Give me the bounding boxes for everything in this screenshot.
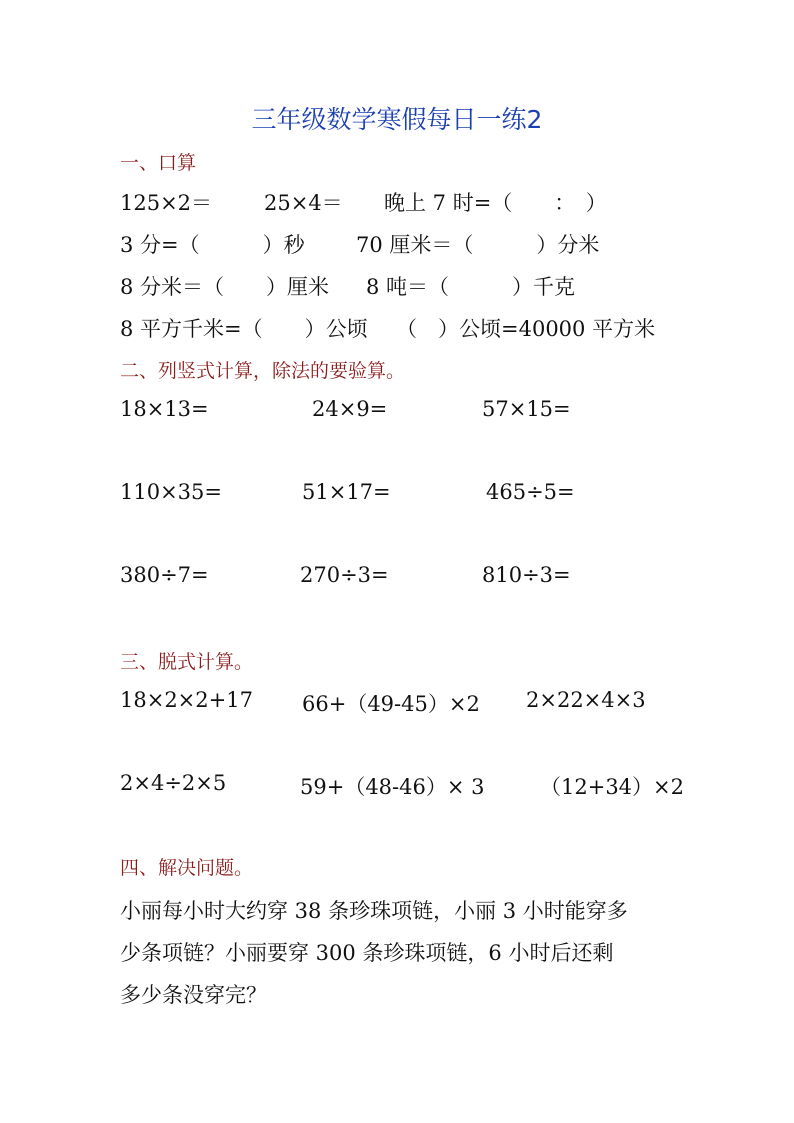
stepwise-problem: （12+34）×2 bbox=[540, 775, 684, 799]
word-problem-line: 小丽每小时大约穿 38 条珍珠项链，小丽 3 小时能穿多 bbox=[120, 899, 628, 923]
stepwise-problem: 2×4÷2×5 bbox=[120, 771, 227, 795]
word-problem-line: 多少条没穿完？ bbox=[120, 983, 267, 1007]
stepwise-row-2 bbox=[120, 771, 700, 805]
vertical-problem: 51×17= bbox=[302, 480, 391, 504]
page-title: 三年级数学寒假每日一练2 bbox=[251, 105, 543, 134]
section-heading-oral: 一、口算 bbox=[120, 152, 197, 174]
vertical-row-1 bbox=[120, 397, 700, 431]
stepwise-problem: 66+（49-45）×2 bbox=[302, 692, 480, 716]
vertical-row-2 bbox=[120, 480, 700, 514]
stepwise-problem: 59+（48-46）× 3 bbox=[300, 775, 485, 799]
vertical-problem: 810÷3= bbox=[482, 563, 571, 587]
section-heading-vertical: 二、列竖式计算，除法的要验算。 bbox=[120, 360, 406, 382]
oral-problem: 8 分米＝（ ）厘米 bbox=[120, 275, 330, 299]
oral-row-1 bbox=[120, 187, 700, 221]
vertical-problem: 57×15= bbox=[482, 397, 571, 421]
vertical-problem: 24×9= bbox=[312, 397, 388, 421]
oral-problem: 晚上 7 时=（ ： ） bbox=[384, 191, 607, 215]
stepwise-problem: 18×2×2+17 bbox=[120, 688, 253, 712]
section-heading-problem: 四、解决问题。 bbox=[120, 857, 254, 879]
vertical-problem: 380÷7= bbox=[120, 563, 209, 587]
oral-problem: （ ）公顷=40000 平方米 bbox=[396, 317, 656, 341]
vertical-problem: 270÷3= bbox=[300, 563, 389, 587]
stepwise-problem: 2×22×4×3 bbox=[526, 688, 646, 712]
oral-row-2 bbox=[120, 229, 700, 263]
oral-problem: 70 厘米＝（ ）分米 bbox=[356, 233, 600, 257]
word-problem-line: 少条项链？小丽要穿 300 条珍珠项链，6 小时后还剩 bbox=[120, 941, 614, 965]
vertical-row-3 bbox=[120, 563, 700, 597]
oral-row-3 bbox=[120, 271, 700, 305]
oral-problem: 3 分=（ ）秒 bbox=[120, 233, 305, 257]
oral-problem: 8 平方千米=（ ）公顷 bbox=[120, 317, 368, 341]
vertical-problem: 18×13= bbox=[120, 397, 209, 421]
section-heading-stepwise: 三、脱式计算。 bbox=[120, 651, 254, 673]
oral-problem: 25×4＝ bbox=[264, 191, 343, 215]
stepwise-row-1 bbox=[120, 688, 700, 722]
vertical-problem: 110×35= bbox=[120, 480, 222, 504]
oral-row-4 bbox=[120, 313, 700, 347]
oral-problem: 125×2＝ bbox=[120, 191, 213, 215]
vertical-problem: 465÷5= bbox=[486, 480, 575, 504]
oral-problem: 8 吨＝（ ）千克 bbox=[366, 275, 576, 299]
